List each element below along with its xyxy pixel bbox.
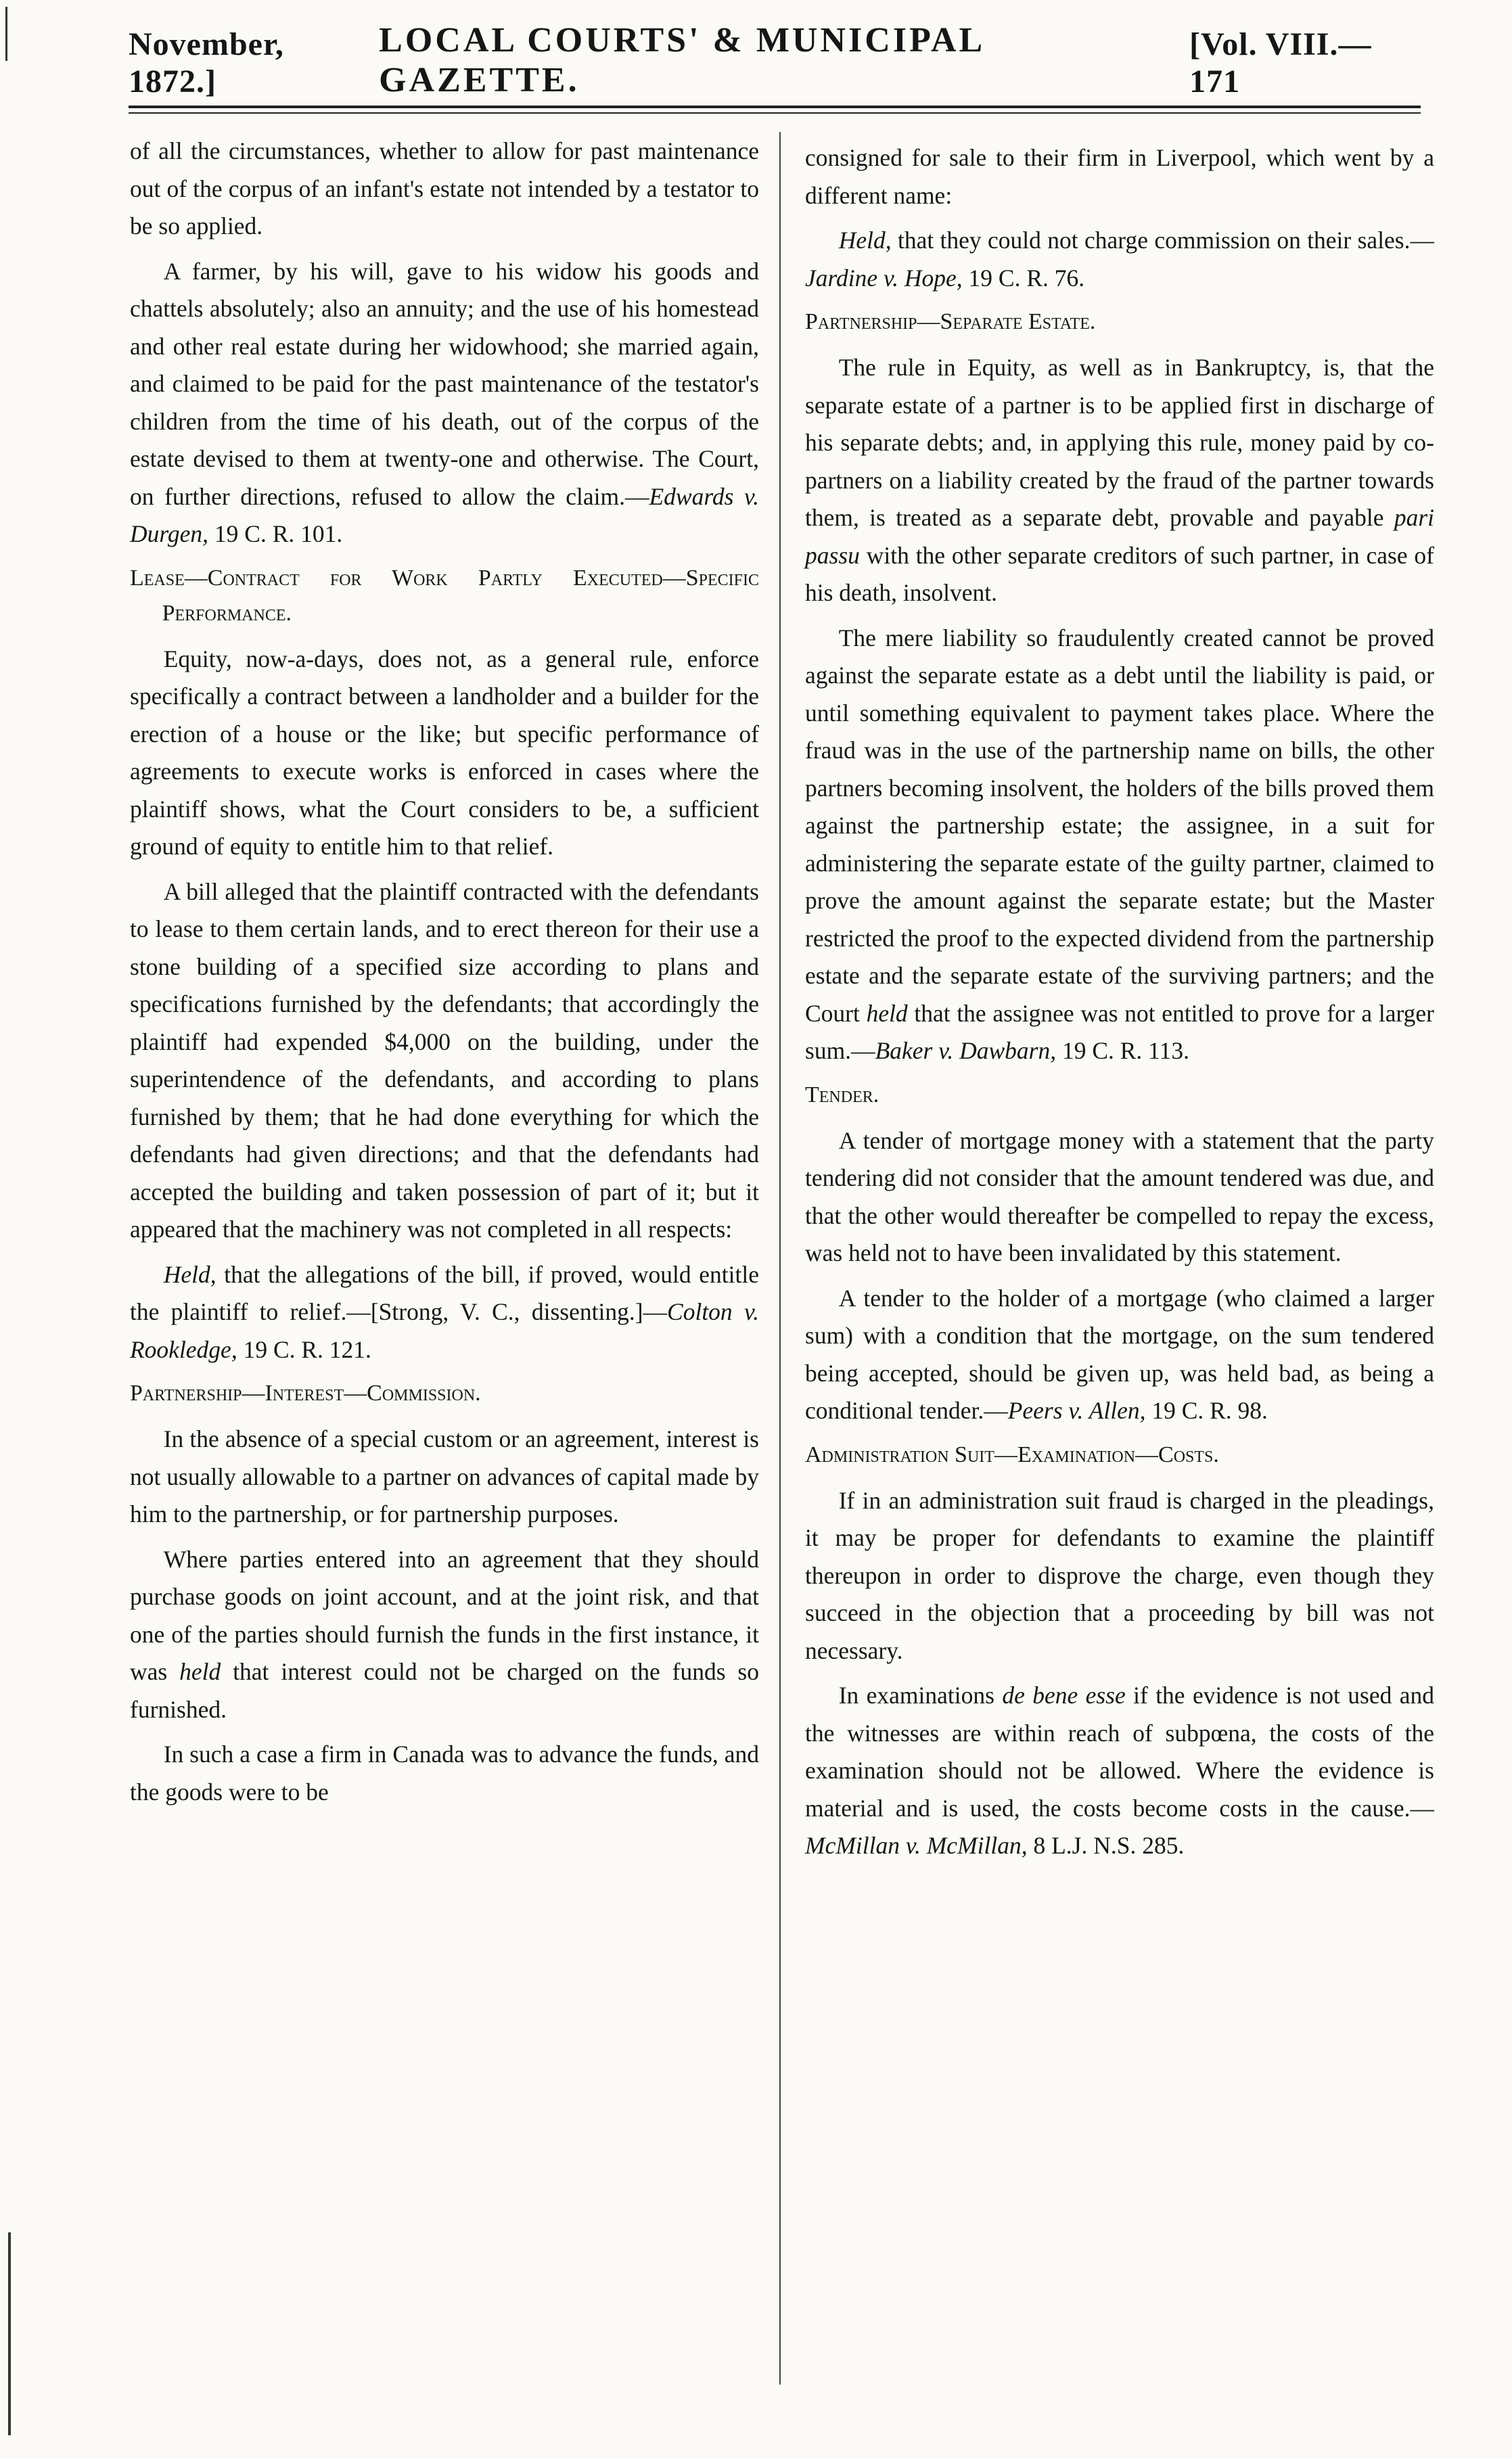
column-divider xyxy=(779,132,781,2385)
case-name: McMillan v. McMillan, xyxy=(805,1832,1028,1859)
paragraph: If in an administration suit fraud is charged in the pleadings, it may be proper for defendants to examine the plaintiff thereupon in order to disprove the charge, even though they succeed in the objection that a proceeding by bill was not necessary. xyxy=(805,1486,1434,1664)
paragraph: Equity, now-a-days, does not, as a general rule, enforce specifically a contract between a landholder and a builder for the erection of a house or the like; but specific performance of agreements to execute works is enforced in cases where the plaintiff shows, what the Court considers to be, a sufficient ground of equity to entitle him to that relief. xyxy=(130,645,759,860)
paragraph: In the absence of a special custom or an agreement, interest is not usually allowable to a partner on advances of capital made by him to the partnership, or for partnership purposes. xyxy=(130,1425,759,1527)
paragraph: Where parties entered into an agreement that they should purchase goods on joint account, and at the joint risk, and that one of the parties should furnish the funds in the first instance, it was held that interest could not be charged on the funds so furnished. xyxy=(130,1545,759,1723)
paragraph: Held, that the allegations of the bill, if proved, would entitle the plaintiff to relief.—[Strong, V. C., dissenting.]—Colton v. Rookledge, 19 C. R. 121. xyxy=(130,1260,759,1363)
case-name: Baker v. Dawbarn, xyxy=(875,1037,1057,1064)
paragraph: A farmer, by his will, gave to his widow his goods and chattels absolutely; also an annuity; and the use of his homestead and other real estate during her widowhood; she married again, and claimed to be paid for the past maintenance of the testator's children from the time of his death, out of the corpus of the estate devised to them at twenty-one and otherwise. The Court, on further directions, refused to allow the claim.—Edwards v. Durgen, 19 C. R. 101. xyxy=(130,257,759,547)
paragraph: In examinations de bene esse if the evidence is not used and the witnesses are within reach of subpœna, the costs of the examination should not be allowed. Where the evidence is material and is used, the costs become costs in the cause.—McMillan v. McMillan, 8 L.J. N.S. 285. xyxy=(805,1682,1434,1859)
running-header xyxy=(129,21,1421,100)
right-column xyxy=(805,139,1434,1872)
case-name: Colton v. Rookledge, xyxy=(130,1298,759,1363)
paragraph: of all the circumstances, whether to allow for past maintenance out of the corpus of an infant's estate not intended by a testator to be so applied. xyxy=(130,137,759,239)
paragraph: The mere liability so fraudulently created cannot be proved against the separate estate as a debt until the liability is paid, or until something equivalent to payment takes place. Where the fraud was in the use of the partnership name on bills, the other partners becoming insolvent, the holders of the bills proved them against the partnership estate; the assignee, in a suit for administering the separate estate of the guilty partner, claimed to prove the amount against the separate estate; but the Master restricted the proof to the expected dividend from the partnership estate and the separate estate of the surviving partners; and the Court held that the assignee was not entitled to prove for a larger sum.—Baker v. Dawbarn, 19 C. R. 113. xyxy=(805,624,1434,1064)
page-edge xyxy=(0,0,27,2459)
paragraph: In such a case a firm in Canada was to advance the funds, and the goods were to be xyxy=(130,1741,759,1806)
case-name: Edwards v. Durgen, xyxy=(130,482,759,547)
header-rule-thick xyxy=(129,106,1421,108)
case-name: Peers v. Allen, xyxy=(1007,1397,1146,1424)
section-heading: Tender. xyxy=(805,1082,879,1107)
paragraph: consigned for sale to their firm in Liverpool, which went by a different name: xyxy=(805,144,1434,209)
case-name: Jardine v. Hope, xyxy=(805,264,963,292)
header-volume-page: [Vol. VIII.—171 xyxy=(1189,26,1372,99)
paragraph: A tender of mortgage money with a statement that the party tendering did not consider that the amount tendered was due, and that the other would thereafter be compelled to repay the excess, was held not to have been invalidated by this statement. xyxy=(805,1126,1434,1266)
header-rule-thin xyxy=(129,112,1421,114)
paragraph: A tender to the holder of a mortgage (who claimed a larger sum) with a condition that the mortgage, on the sum tendered being accepted, should be given up, was held bad, as being a conditional tender.—Peers v. Allen, 19 C. R. 98. xyxy=(805,1284,1434,1424)
header-date: November, 1872.] xyxy=(129,26,284,99)
paragraph: A bill alleged that the plaintiff contracted with the defendants to lease to them certain lands, and to erect thereon for their use a stone building of a specified size according to plans and specifications furnished by the defendants; that accordingly the plaintiff had expended $4,000 on the building, under the superintendence of the defendants, and according to plans furnished by them; that he had done everything for which the defendants had given directions; and that the defendants had accepted the building and taken possession of part of it; but it appeared that the machinery was not completed in all respects: xyxy=(130,877,759,1243)
left-column xyxy=(130,133,759,1818)
section-heading: Administration Suit—Examination—Costs. xyxy=(805,1442,1219,1467)
section-heading: Lease—Contract for Work Partly Executed—Specific Performance. xyxy=(130,565,759,626)
section-heading: Partnership—Separate Estate. xyxy=(805,309,1096,334)
paragraph: The rule in Equity, as well as in Bankruptcy, is, that the separate estate of a partner is to be applied first in discharge of his separate debts; and, in applying this rule, money paid by co-partners on a liability created by the fraud of the partner towards them, is treated as a separate debt, provable and payable pari passu with the other separate creditors of such partner, in case of his death, insolvent. xyxy=(805,354,1434,606)
section-heading: Partnership—Interest—Commission. xyxy=(130,1381,481,1406)
header-title: LOCAL COURTS' & MUNICIPAL GAZETTE. xyxy=(379,21,984,99)
paragraph: Held, that they could not charge commission on their sales.—Jardine v. Hope, 19 C. R. 76. xyxy=(805,227,1434,292)
